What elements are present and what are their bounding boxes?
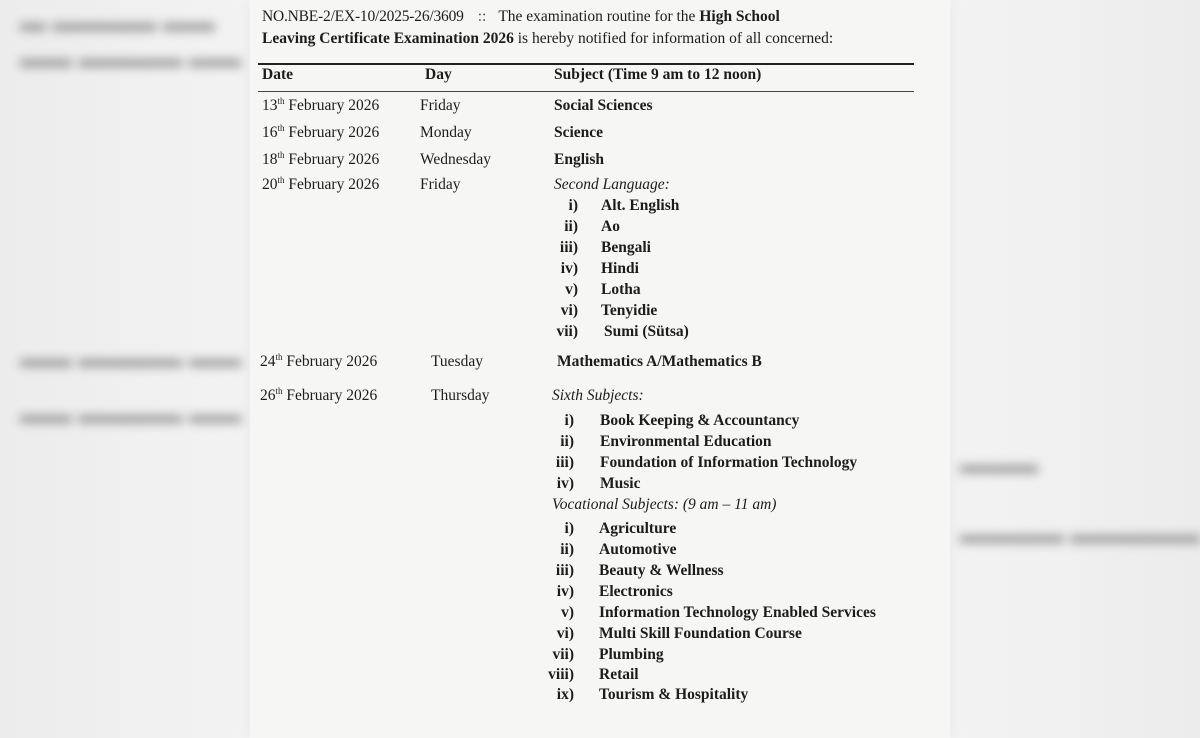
table-row-day: Thursday (431, 387, 490, 404)
list-item-number: iv) (556, 583, 574, 600)
list-item: Sumi (Sütsa) (604, 323, 689, 340)
list-item: Agriculture (599, 520, 677, 537)
table-row-day: Tuesday (431, 353, 483, 370)
table-row-day: Friday (420, 97, 461, 114)
table-row-subject: Mathematics A/Mathematics B (557, 353, 762, 370)
table-header-rule (258, 91, 914, 92)
table-row-date: 13th February 2026 (262, 95, 380, 114)
list-item: Ao (601, 218, 620, 235)
reference-number: NO.NBE-2/EX-10/2025-26/3609 (262, 8, 464, 25)
list-item-number: ii) (560, 433, 574, 450)
list-item-number: ix) (556, 686, 574, 703)
table-row-subject: English (554, 151, 604, 168)
column-header-subject: Subject (Time 9 am to 12 noon) (554, 66, 762, 83)
list-item: Music (600, 475, 641, 492)
notice-header: NO.NBE-2/EX-10/2025-26/3609 :: The examination routine for the High School Leaving Certificate Examination 2026 is hereby notified for information of all concerned: (262, 8, 834, 47)
table-row-day: Monday (420, 124, 472, 141)
table-row-day: Friday (420, 176, 461, 193)
blurred-ghost-text: ▬▬ ▬▬▬▬ ▬▬ (20, 44, 241, 73)
notice-document (250, 0, 950, 738)
table-row-day: Wednesday (420, 151, 492, 168)
vocational-subjects-heading: Vocational Subjects: (9 am – 11 am) (552, 496, 777, 513)
list-item-number: viii) (548, 666, 574, 683)
list-item-number: iii) (555, 562, 574, 579)
list-item: Foundation of Information Technology (600, 454, 858, 471)
list-item: Tourism & Hospitality (599, 686, 749, 703)
table-row-subject: Social Sciences (554, 97, 653, 114)
blurred-ghost-text: ▬▬▬ (960, 450, 1038, 479)
list-item: Electronics (599, 583, 673, 600)
list-item-number: iv) (556, 475, 574, 492)
list-item-number: vi) (560, 302, 578, 319)
table-row-date: 24th February 2026 (260, 351, 378, 370)
table-row-date: 26th February 2026 (260, 385, 378, 404)
table-row-date: 20th February 2026 (262, 174, 380, 193)
list-item: Multi Skill Foundation Course (599, 625, 802, 642)
list-item: Retail (599, 666, 639, 683)
list-item-number: iv) (560, 260, 578, 277)
table-row-date: 16th February 2026 (262, 122, 380, 141)
table-row-subject: Science (554, 124, 604, 141)
list-item: Beauty & Wellness (599, 562, 724, 579)
list-item-number: ii) (564, 218, 578, 235)
list-item-number: iii) (559, 239, 578, 256)
list-item: Plumbing (599, 646, 664, 663)
blurred-background-right (950, 0, 1200, 738)
column-header-day: Day (425, 66, 452, 83)
list-item-number: vii) (556, 323, 578, 340)
list-item: Lotha (601, 281, 641, 298)
list-item-number: vi) (556, 625, 574, 642)
list-item-number: iii) (555, 454, 574, 471)
blurred-ghost-text: ▬▬ ▬▬▬▬ ▬▬ (20, 344, 241, 373)
list-item-number: v) (565, 281, 578, 298)
blurred-ghost-text: ▬ ▬▬▬▬ ▬▬ (20, 8, 215, 37)
list-item: Book Keeping & Accountancy (600, 412, 800, 429)
table-top-rule (258, 63, 914, 65)
second-language-heading: Second Language: (554, 176, 670, 193)
list-item-number: i) (564, 520, 574, 537)
list-item: Automotive (599, 541, 677, 558)
list-item-number: ii) (560, 541, 574, 558)
list-item: Hindi (601, 260, 639, 277)
blurred-ghost-text: ▬▬ ▬▬▬▬ ▬▬ (20, 400, 241, 429)
list-item: Information Technology Enabled Services (599, 604, 876, 621)
list-item-number: i) (568, 197, 578, 214)
list-item: Alt. English (601, 197, 680, 214)
sixth-subjects-heading: Sixth Subjects: (552, 387, 644, 404)
list-item: Bengali (601, 239, 651, 256)
column-header-date: Date (262, 66, 293, 83)
list-item: Environmental Education (600, 433, 772, 450)
list-item-number: v) (561, 604, 574, 621)
table-row-date: 18th February 2026 (262, 149, 380, 168)
list-item-number: i) (564, 412, 574, 429)
blurred-ghost-text: ▬▬▬▬ ▬▬▬▬▬ (960, 520, 1200, 549)
list-item-number: vii) (552, 646, 574, 663)
list-item: Tenyidie (601, 302, 658, 319)
